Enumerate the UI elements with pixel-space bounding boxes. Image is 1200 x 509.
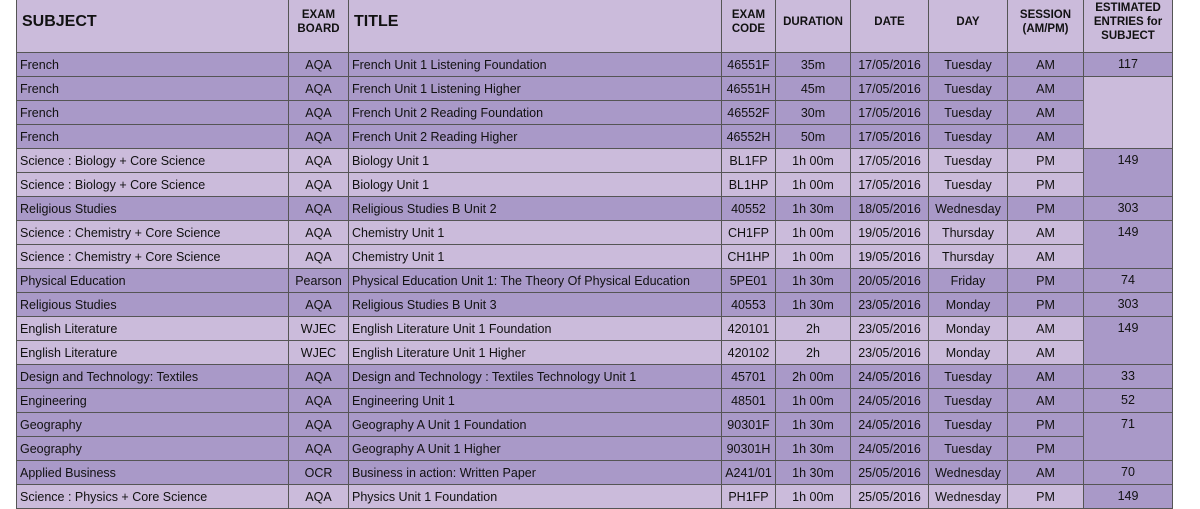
- cell-subject: Science : Chemistry + Core Science: [17, 221, 289, 245]
- table-row: [17, 317, 1173, 341]
- table-row: [17, 197, 1173, 221]
- cell-exam-code: 46552H: [722, 125, 776, 149]
- cell-session: AM: [1008, 461, 1084, 485]
- cell-session: PM: [1008, 269, 1084, 293]
- header-date: DATE: [851, 0, 929, 53]
- cell-day: Wednesday: [929, 461, 1008, 485]
- table-row: [17, 125, 1173, 149]
- cell-title: Biology Unit 1: [349, 173, 722, 197]
- cell-session: AM: [1008, 389, 1084, 413]
- cell-day: Tuesday: [929, 53, 1008, 77]
- table-row: [17, 245, 1173, 269]
- cell-subject: Religious Studies: [17, 197, 289, 221]
- cell-estimated-entries: 149: [1084, 317, 1173, 365]
- cell-day: Tuesday: [929, 149, 1008, 173]
- cell-date: 19/05/2016: [851, 221, 929, 245]
- cell-title: Religious Studies B Unit 3: [349, 293, 722, 317]
- cell-subject: French: [17, 77, 289, 101]
- header-day: DAY: [929, 0, 1008, 53]
- header-exam-code: EXAM CODE: [722, 0, 776, 53]
- cell-subject: Science : Biology + Core Science: [17, 173, 289, 197]
- header-session: SESSION (AM/PM): [1008, 0, 1084, 53]
- table-row: [17, 437, 1173, 461]
- cell-date: 17/05/2016: [851, 173, 929, 197]
- cell-title: English Literature Unit 1 Higher: [349, 341, 722, 365]
- cell-title: Chemistry Unit 1: [349, 221, 722, 245]
- cell-date: 17/05/2016: [851, 125, 929, 149]
- cell-exam-code: 48501: [722, 389, 776, 413]
- cell-title: Business in action: Written Paper: [349, 461, 722, 485]
- cell-day: Tuesday: [929, 173, 1008, 197]
- cell-date: 20/05/2016: [851, 269, 929, 293]
- header-title: TITLE: [349, 0, 722, 53]
- cell-title: Religious Studies B Unit 2: [349, 197, 722, 221]
- table-row: [17, 77, 1173, 101]
- cell-duration: 35m: [776, 53, 851, 77]
- cell-subject: French: [17, 101, 289, 125]
- cell-title: Geography A Unit 1 Foundation: [349, 413, 722, 437]
- cell-day: Tuesday: [929, 77, 1008, 101]
- cell-session: PM: [1008, 413, 1084, 437]
- table-row: [17, 365, 1173, 389]
- cell-duration: 1h 00m: [776, 173, 851, 197]
- table-row: [17, 53, 1173, 77]
- table-row: [17, 413, 1173, 437]
- cell-subject: Design and Technology: Textiles: [17, 365, 289, 389]
- cell-session: AM: [1008, 365, 1084, 389]
- cell-exam-code: 45701: [722, 365, 776, 389]
- cell-exam-board: WJEC: [289, 341, 349, 365]
- cell-exam-code: 46551H: [722, 77, 776, 101]
- cell-subject: French: [17, 125, 289, 149]
- table-row: [17, 461, 1173, 485]
- cell-day: Tuesday: [929, 101, 1008, 125]
- cell-estimated-entries: 52: [1084, 389, 1173, 413]
- cell-day: Tuesday: [929, 413, 1008, 437]
- table-row: [17, 293, 1173, 317]
- cell-subject: Engineering: [17, 389, 289, 413]
- cell-date: 23/05/2016: [851, 341, 929, 365]
- cell-exam-code: 90301H: [722, 437, 776, 461]
- cell-exam-code: BL1FP: [722, 149, 776, 173]
- cell-day: Tuesday: [929, 365, 1008, 389]
- cell-title: Physics Unit 1 Foundation: [349, 485, 722, 509]
- cell-exam-code: 46551F: [722, 53, 776, 77]
- cell-exam-code: 40552: [722, 197, 776, 221]
- cell-exam-board: AQA: [289, 389, 349, 413]
- cell-exam-board: AQA: [289, 221, 349, 245]
- cell-day: Thursday: [929, 245, 1008, 269]
- cell-day: Tuesday: [929, 389, 1008, 413]
- cell-estimated-entries: 117: [1084, 53, 1173, 77]
- table-row: [17, 485, 1173, 509]
- cell-session: AM: [1008, 341, 1084, 365]
- cell-date: 19/05/2016: [851, 245, 929, 269]
- cell-exam-code: 90301F: [722, 413, 776, 437]
- cell-session: PM: [1008, 149, 1084, 173]
- cell-exam-code: CH1FP: [722, 221, 776, 245]
- cell-title: Physical Education Unit 1: The Theory Of Physical Education: [349, 269, 722, 293]
- cell-duration: 1h 00m: [776, 149, 851, 173]
- cell-exam-board: WJEC: [289, 317, 349, 341]
- header-duration: DURATION: [776, 0, 851, 53]
- table-row: [17, 221, 1173, 245]
- cell-duration: 1h 30m: [776, 413, 851, 437]
- header-estimated-entries: ESTIMATED ENTRIES for SUBJECT: [1084, 0, 1173, 53]
- cell-day: Monday: [929, 317, 1008, 341]
- cell-date: 25/05/2016: [851, 485, 929, 509]
- cell-subject: Geography: [17, 413, 289, 437]
- cell-duration: 2h: [776, 317, 851, 341]
- cell-title: Geography A Unit 1 Higher: [349, 437, 722, 461]
- cell-day: Monday: [929, 341, 1008, 365]
- cell-duration: 1h 00m: [776, 485, 851, 509]
- cell-session: AM: [1008, 245, 1084, 269]
- cell-session: PM: [1008, 293, 1084, 317]
- cell-duration: 50m: [776, 125, 851, 149]
- cell-exam-board: AQA: [289, 245, 349, 269]
- cell-date: 25/05/2016: [851, 461, 929, 485]
- cell-exam-code: 420101: [722, 317, 776, 341]
- table-row: [17, 389, 1173, 413]
- cell-exam-board: AQA: [289, 293, 349, 317]
- cell-session: AM: [1008, 77, 1084, 101]
- cell-duration: 2h 00m: [776, 365, 851, 389]
- cell-session: PM: [1008, 485, 1084, 509]
- cell-date: 23/05/2016: [851, 293, 929, 317]
- cell-duration: 1h 30m: [776, 293, 851, 317]
- cell-exam-code: 46552F: [722, 101, 776, 125]
- cell-estimated-entries: 303: [1084, 197, 1173, 221]
- cell-subject: French: [17, 53, 289, 77]
- cell-date: 17/05/2016: [851, 101, 929, 125]
- table-row: [17, 101, 1173, 125]
- cell-session: AM: [1008, 53, 1084, 77]
- cell-estimated-entries: 149: [1084, 485, 1173, 509]
- cell-estimated-entries: [1084, 77, 1173, 149]
- cell-exam-board: AQA: [289, 197, 349, 221]
- cell-title: French Unit 1 Listening Foundation: [349, 53, 722, 77]
- cell-exam-board: AQA: [289, 173, 349, 197]
- cell-exam-code: A241/01: [722, 461, 776, 485]
- cell-duration: 1h 30m: [776, 461, 851, 485]
- cell-exam-code: 420102: [722, 341, 776, 365]
- exam-timetable: [16, 0, 1173, 509]
- cell-estimated-entries: 149: [1084, 149, 1173, 197]
- cell-subject: Religious Studies: [17, 293, 289, 317]
- cell-session: AM: [1008, 221, 1084, 245]
- cell-day: Friday: [929, 269, 1008, 293]
- cell-exam-board: AQA: [289, 149, 349, 173]
- cell-duration: 1h 30m: [776, 197, 851, 221]
- cell-date: 23/05/2016: [851, 317, 929, 341]
- cell-exam-board: AQA: [289, 365, 349, 389]
- table-row: [17, 173, 1173, 197]
- cell-date: 17/05/2016: [851, 53, 929, 77]
- cell-exam-code: PH1FP: [722, 485, 776, 509]
- cell-duration: 1h 00m: [776, 245, 851, 269]
- cell-date: 17/05/2016: [851, 149, 929, 173]
- cell-title: French Unit 2 Reading Foundation: [349, 101, 722, 125]
- cell-exam-board: AQA: [289, 413, 349, 437]
- cell-date: 18/05/2016: [851, 197, 929, 221]
- cell-title: Biology Unit 1: [349, 149, 722, 173]
- cell-exam-board: AQA: [289, 125, 349, 149]
- cell-duration: 1h 00m: [776, 221, 851, 245]
- cell-duration: 2h: [776, 341, 851, 365]
- cell-day: Thursday: [929, 221, 1008, 245]
- cell-day: Wednesday: [929, 197, 1008, 221]
- cell-title: English Literature Unit 1 Foundation: [349, 317, 722, 341]
- cell-exam-code: CH1HP: [722, 245, 776, 269]
- cell-estimated-entries: 74: [1084, 269, 1173, 293]
- cell-date: 24/05/2016: [851, 413, 929, 437]
- cell-exam-board: AQA: [289, 101, 349, 125]
- cell-session: PM: [1008, 197, 1084, 221]
- cell-estimated-entries: 303: [1084, 293, 1173, 317]
- cell-day: Tuesday: [929, 437, 1008, 461]
- cell-estimated-entries: 71: [1084, 413, 1173, 461]
- cell-session: AM: [1008, 101, 1084, 125]
- cell-duration: 1h 30m: [776, 269, 851, 293]
- header-subject: SUBJECT: [17, 0, 289, 53]
- cell-estimated-entries: 33: [1084, 365, 1173, 389]
- cell-duration: 1h 30m: [776, 437, 851, 461]
- cell-date: 17/05/2016: [851, 77, 929, 101]
- cell-exam-code: 40553: [722, 293, 776, 317]
- cell-subject: Physical Education: [17, 269, 289, 293]
- cell-estimated-entries: 149: [1084, 221, 1173, 269]
- cell-exam-board: AQA: [289, 53, 349, 77]
- cell-day: Wednesday: [929, 485, 1008, 509]
- cell-subject: Science : Biology + Core Science: [17, 149, 289, 173]
- cell-duration: 1h 00m: [776, 389, 851, 413]
- cell-session: PM: [1008, 437, 1084, 461]
- cell-exam-board: AQA: [289, 485, 349, 509]
- header-exam-board: EXAM BOARD: [289, 0, 349, 53]
- cell-estimated-entries: 70: [1084, 461, 1173, 485]
- cell-duration: 30m: [776, 101, 851, 125]
- cell-exam-code: 5PE01: [722, 269, 776, 293]
- cell-title: Chemistry Unit 1: [349, 245, 722, 269]
- cell-date: 24/05/2016: [851, 437, 929, 461]
- cell-title: Design and Technology : Textiles Technology Unit 1: [349, 365, 722, 389]
- cell-duration: 45m: [776, 77, 851, 101]
- cell-session: AM: [1008, 317, 1084, 341]
- cell-exam-board: AQA: [289, 437, 349, 461]
- cell-session: PM: [1008, 173, 1084, 197]
- table-row: [17, 269, 1173, 293]
- cell-exam-code: BL1HP: [722, 173, 776, 197]
- cell-subject: Geography: [17, 437, 289, 461]
- cell-title: French Unit 2 Reading Higher: [349, 125, 722, 149]
- cell-day: Monday: [929, 293, 1008, 317]
- cell-subject: Applied Business: [17, 461, 289, 485]
- table-row: [17, 149, 1173, 173]
- cell-subject: English Literature: [17, 341, 289, 365]
- cell-exam-board: AQA: [289, 77, 349, 101]
- cell-day: Tuesday: [929, 125, 1008, 149]
- cell-session: AM: [1008, 125, 1084, 149]
- cell-subject: Science : Chemistry + Core Science: [17, 245, 289, 269]
- table-row: [17, 341, 1173, 365]
- cell-title: Engineering Unit 1: [349, 389, 722, 413]
- cell-title: French Unit 1 Listening Higher: [349, 77, 722, 101]
- timetable-body: [17, 53, 1173, 509]
- cell-date: 24/05/2016: [851, 365, 929, 389]
- cell-date: 24/05/2016: [851, 389, 929, 413]
- cell-exam-board: OCR: [289, 461, 349, 485]
- cell-exam-board: Pearson: [289, 269, 349, 293]
- cell-subject: English Literature: [17, 317, 289, 341]
- header-row: [17, 0, 1173, 53]
- cell-subject: Science : Physics + Core Science: [17, 485, 289, 509]
